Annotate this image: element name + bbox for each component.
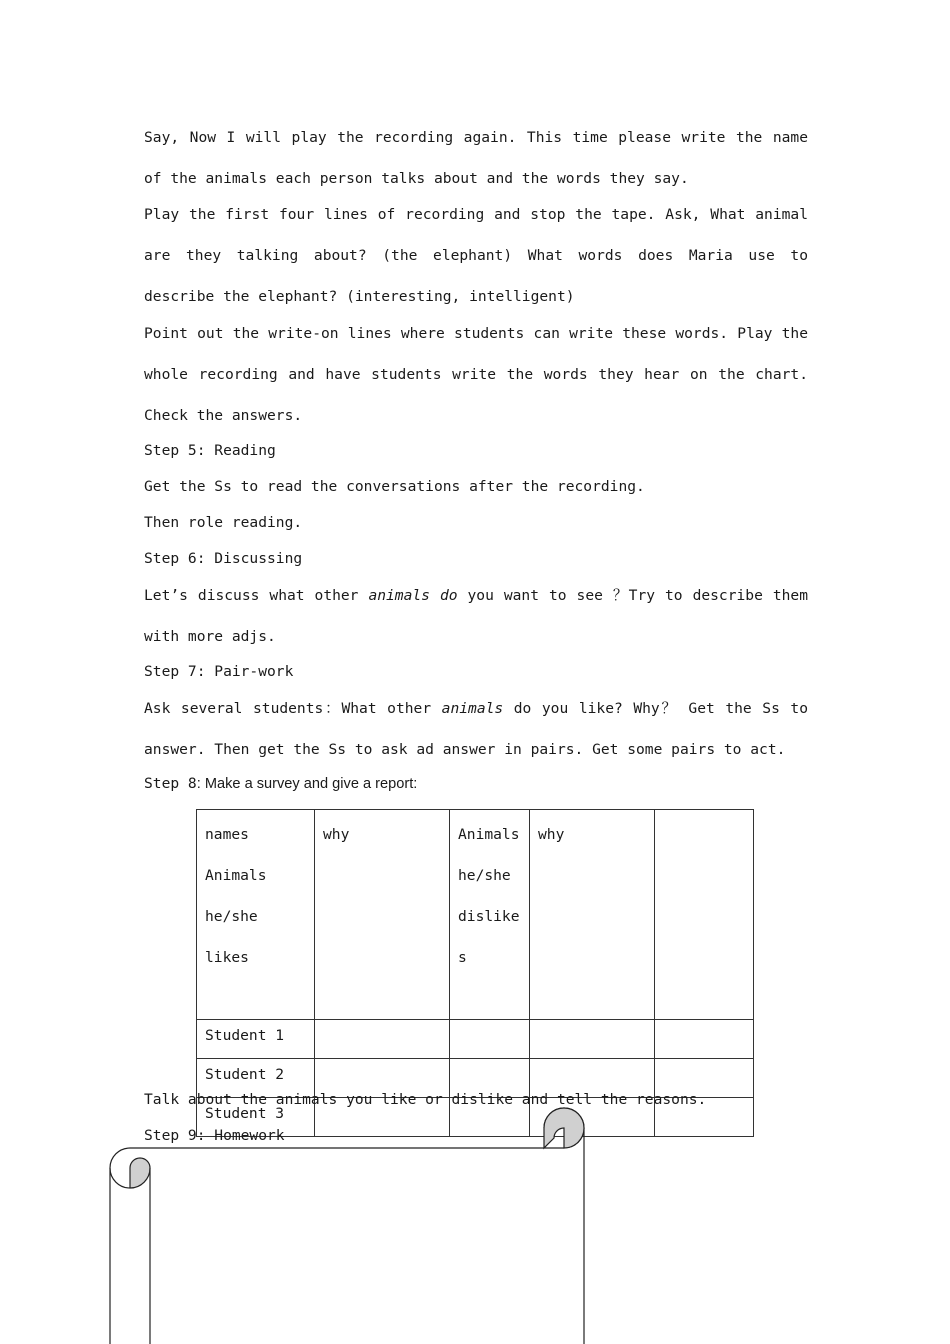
table-row [197,1020,754,1059]
paragraph-talk-about-animals: Talk about the animals you like or dislike and tell the reasons. [144,1091,707,1108]
row-label: Student 1 [197,1020,315,1059]
paragraph-write-on-lines: Point out the write-on lines where students can write these words. Play the whole recording and have students write the words they hear on the chart. Check the answers. [144,325,808,424]
paragraph-first-four-lines: Play the first four lines of recording and stop the tape. Ask, What animal are they talking about? (the elephant) What words does Maria use to describe the elephant? (interesting, intelligent) [144,206,808,305]
row-label: Student 3 [197,1098,315,1137]
paragraph-read-conversations: Get the Ss to read the conversations after the recording. [144,478,645,495]
paragraph-recording-again: Say, Now I will play the recording again. This time please write the name of the animals each person talks about and the words they say. [144,129,808,187]
header-cell-animals-dislikes: Animals he/she dislike s [450,810,530,1020]
header-cell-why-2: why [530,810,655,1020]
header-cell-why-1: why [315,810,450,1020]
table-header-row [197,810,754,1020]
step-7-heading: Step 7: Pair-work [144,663,294,680]
header-cell-names: names Animals he/she likes [197,810,315,1020]
paragraph-pair-work: Ask several students：What other animals do you like? Why？ Get the Ss to answer. Then get the Ss to ask ad answer in pairs. Get some pairs to act. [144,700,808,758]
step-9-heading: Step 9: Homework [144,1127,285,1144]
survey-table [196,809,754,1137]
scroll-left-curl-fill [110,1158,150,1188]
step-8-heading: Step 8: Make a survey and give a report: [144,775,418,792]
step-6-heading: Step 6: Discussing [144,550,303,567]
row-label: Student 2 [197,1059,315,1098]
emphasis-animals: animals [441,700,504,717]
paragraph-discuss: Let’s discuss what other animals do you want to see ？Try to describe them with more adjs. [144,587,808,645]
header-cell-empty [655,810,754,1020]
paragraph-role-reading: Then role reading. [144,514,303,531]
emphasis-animals-do: animals do [368,587,458,604]
scroll-left-curl [110,1148,130,1344]
step-5-heading: Step 5: Reading [144,442,276,459]
